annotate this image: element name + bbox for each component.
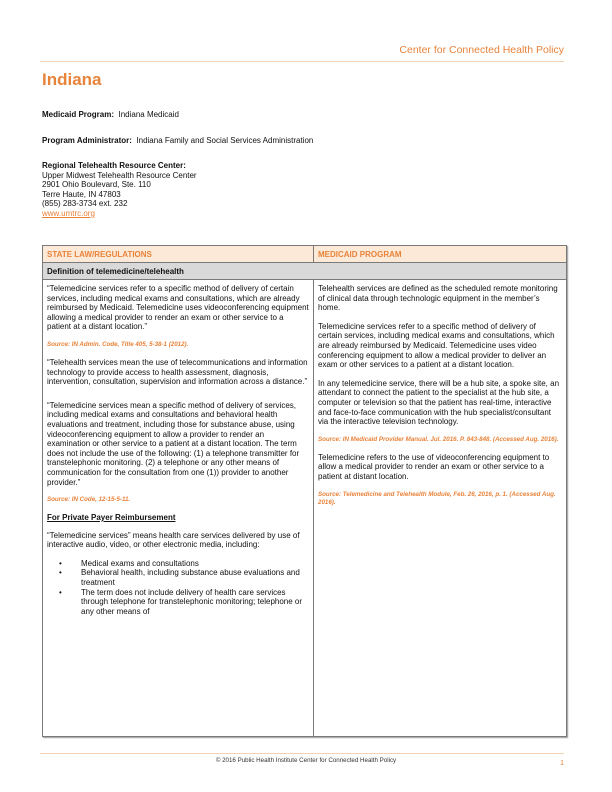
medicaid-paragraph: Telehealth services are defined as the scheduled remote monitoring of clinical data through technologic equipment in the member’s home. (318, 284, 558, 313)
policy-table (42, 245, 567, 737)
medicaid-paragraph: Telemedicine services refer to a specific method of delivery of certain services, including medical exams and consultations, which are already reimbursed by Medicaid. Telemedicine uses video conferencing equipment to allow a medical provider to deliver an exam or other services to a patient at a distant location. (318, 321, 555, 370)
organization-header: Center for Connected Health Policy (399, 44, 564, 56)
medicaid-paragraph: Telemedicine refers to the use of videoconferencing equipment to allow a medical provider to render an exam or other service to a patient at distant location. (318, 452, 550, 481)
medicaid-source: Source: IN Medicaid Provider Manual. Jul. 2016. P. 843-848. (Accessed Aug. 2016). (318, 435, 559, 443)
medicaid-program-line (42, 110, 179, 120)
medicaid-program-value: Indiana Medicaid (118, 110, 179, 119)
footer-copyright: © 2016 Public Health Institute Center for Connected Health Policy (215, 757, 397, 764)
resource-center-address-2: Terre Haute, IN 47803 (42, 189, 121, 199)
header-divider (40, 61, 564, 62)
list-item (59, 587, 309, 617)
state-law-cell (43, 280, 314, 736)
program-administrator-line (42, 136, 313, 146)
bullet-icon: • (59, 587, 62, 597)
table-row (43, 280, 566, 736)
private-payer-subheading: For Private Payer Reimbursement (47, 513, 176, 523)
resource-center-block (42, 161, 197, 219)
bullet-icon: • (59, 568, 62, 578)
medicaid-program-label: Medicaid Program: (42, 110, 115, 119)
medicaid-cell (314, 280, 566, 736)
resource-center-phone: (855) 283-3734 ext. 232 (42, 199, 128, 209)
bullet-icon: • (59, 558, 62, 568)
medicaid-paragraph: In any telemedicine service, there will be a hub site, a spoke site, an attendant to connect the patient to the specialist at the hub site, a computer or television so that the patient has real-time, interactive and face-to-face communication with the hub specialist/consultant via the interactive television technology. (318, 378, 560, 427)
state-law-paragraph: “Telemedicine services mean a specific method of delivery of services, including medical exams and consultations and behavioral health evaluations and treatment, including those for substance abuse, using videoconferencing equipment to allow a provider to render an examination or other service to a patient at a distant location. The term does not include the use of the following: (1) a telephone transmitter for transtelephonic monitoring. (2) a telephone or any other means of communication for the consultation from one (1)) provider to another provider.” (47, 400, 300, 487)
resource-center-label: Regional Telehealth Resource Center: (42, 161, 186, 170)
list-item-text: The term does not include delivery of health care services through telephone for transtelephonic monitoring; telephone or any other means of (81, 587, 303, 616)
program-administrator-label: Program Administrator: (42, 136, 132, 145)
state-law-paragraph: “Telemedicine services refer to a specific method of delivery of certain services, including medical exams and consultations, which are already reimbursed by Medicaid. Telemedicine uses videoconferencing equipment allowing a medical provider to render an exam or other service to a patient at a distant location.” (47, 284, 309, 332)
table-header-row (43, 246, 566, 263)
resource-center-address-1: 2901 Ohio Boulevard, Ste. 110 (42, 180, 151, 190)
list-item-text: Medical exams and consultations (81, 558, 199, 568)
column-header-medicaid: MEDICAID PROGRAM (318, 250, 402, 259)
list-item (59, 558, 309, 569)
column-header-state-law: STATE LAW/REGULATIONS (43, 246, 314, 262)
resource-center-name: Upper Midwest Telehealth Resource Center (42, 170, 197, 180)
list-item-text: Behavioral health, including substance abuse evaluations and treatment (81, 568, 300, 588)
program-administrator-value: Indiana Family and Social Services Administration (136, 136, 314, 145)
state-law-source: Source: IN Admin. Code, Title 405, 5-38-1 (2012). (47, 340, 189, 348)
state-law-paragraph: “Telemedicine services” means health care services delivered by use of interactive audio, video, or other electronic media, including: (47, 530, 300, 550)
page-number: 1 (560, 760, 564, 767)
state-law-source: Source: IN Code, 12-15-5-11. (47, 496, 131, 504)
section-title-row: Definition of telemedicine/telehealth (43, 263, 566, 280)
page-title: Indiana (42, 70, 102, 89)
list-item (59, 568, 309, 588)
resource-center-website-link[interactable]: www.umtrc.org (42, 208, 95, 218)
state-law-paragraph: “Telehealth services mean the use of telecommunications and information technology to provide access to health assessment, diagnosis, intervention, consultation, supervision and information across a distance.” (47, 357, 308, 387)
private-payer-list (47, 559, 309, 617)
footer-divider (40, 753, 564, 754)
medicaid-source: Source: Telemedicine and Telehealth Module, Feb. 26, 2016, p. 1. (Accessed Aug. 2016). (318, 490, 556, 506)
